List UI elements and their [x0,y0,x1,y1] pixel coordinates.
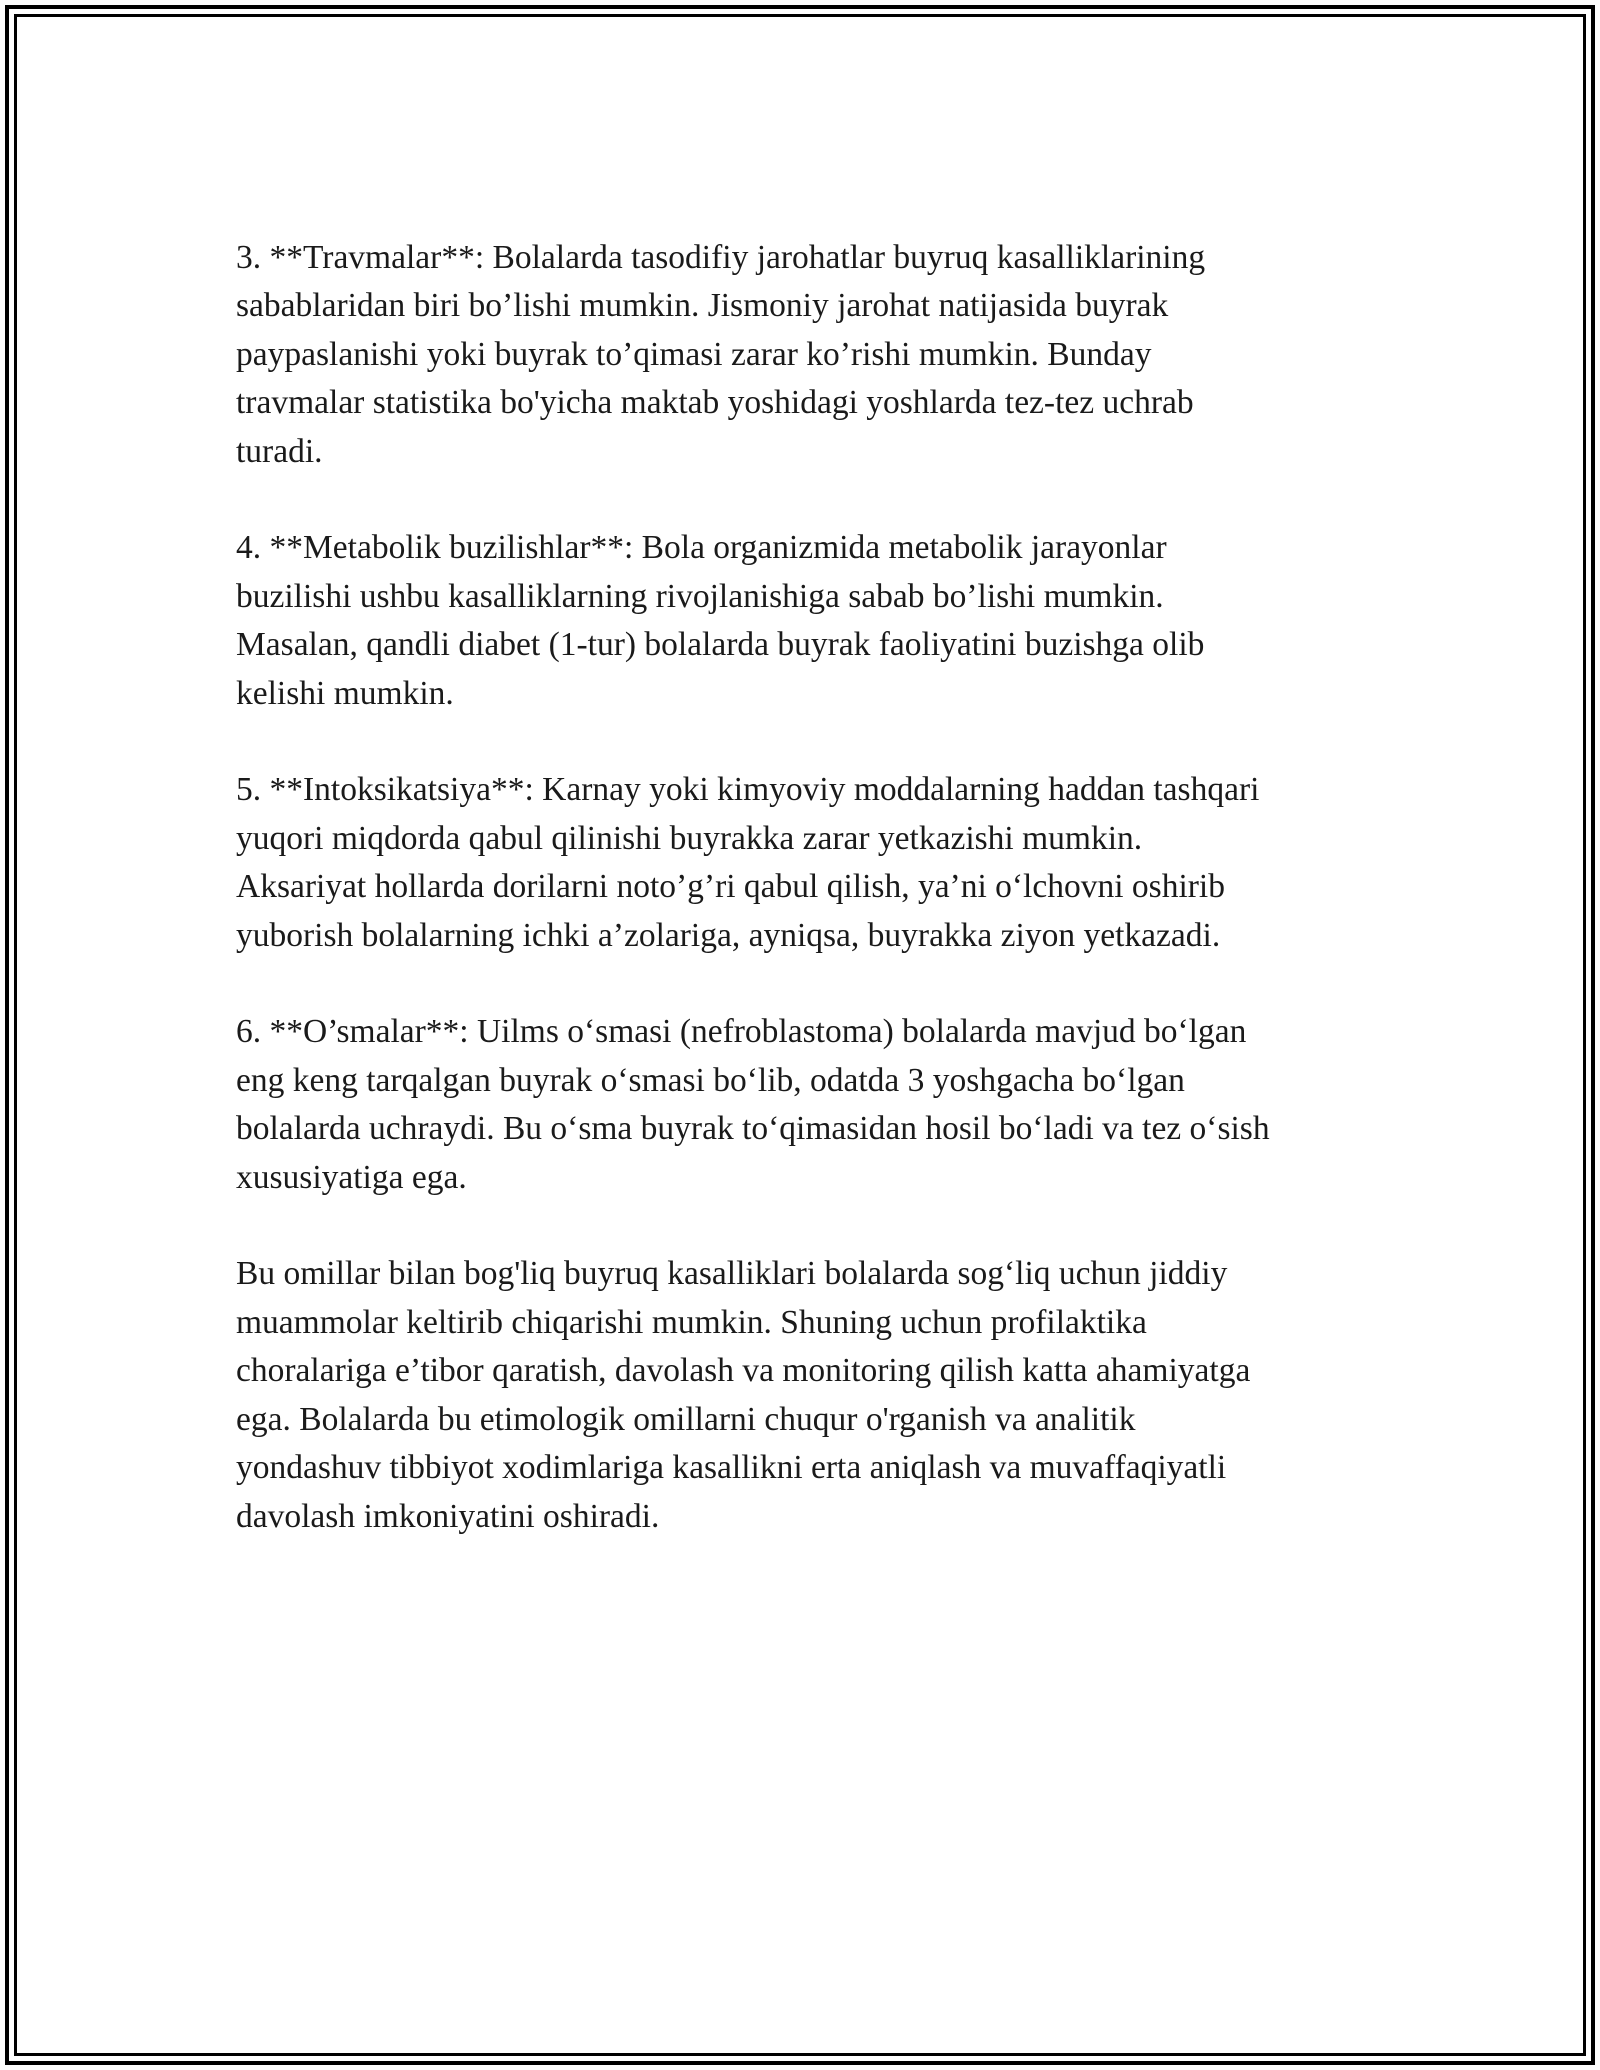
paragraph-conclusion: Bu omillar bilan bog'liq buyruq kasalliklari bolalarda sog‘liq uchun jiddiy muammolar keltirib chiqarishi mumkin. Shuning uchun profilaktika choralariga e’tibor qaratish, davolash va monitoring qilish katta ahamiyatga ega. Bolalarda bu etimologik omillarni chuqur o'rganish va analitik yondashuv tibbiyot xodimlariga kasallikni erta aniqlash va muvaffaqiyatli davolash imkoniyatini oshiradi. [236,1255,1251,1535]
paragraph-travmalar: 3. **Travmalar**: Bolalarda tasodifiy jarohatlar buyruq kasalliklarining sabablaridan biri bo’lishi mumkin. Jismoniy jarohat natijasida buyrak paypaslanishi yoki buyrak to’qimasi zarar ko’rishi mumkin. Bunday travmalar statistika bo'yicha maktab yoshidagi yoshlarda tez-tez uchrab turadi. [236,239,1206,470]
paragraph-metabolik-buzilishlar: 4. **Metabolik buzilishlar**: Bola organizmida metabolik jarayonlar buzilishi ushbu kasalliklarning rivojlanishiga sabab bo’lishi mumkin. Masalan, qandli diabet (1-tur) bolalarda buyrak faoliyatini buzishga olib kelishi mumkin. [236,529,1205,712]
document-body [236,234,1386,1541]
paragraph-osmalar: 6. **O’smalar**: Uilms o‘smasi (nefroblastoma) bolalarda mavjud bo‘lgan eng keng tarqalgan buyrak o‘smasi bo‘lib, odatda 3 yoshgacha bo‘lgan bolalarda uchraydi. Bu o‘sma buyrak to‘qimasidan hosil bo‘ladi va tez o‘sish xususiyatiga ega. [236,1013,1270,1196]
paragraph-intoksikatsiya: 5. **Intoksikatsiya**: Karnay yoki kimyoviy moddalarning haddan tashqari yuqori miqdorda qabul qilinishi buyrakka zarar yetkazishi mumkin. Aksariyat hollarda dorilarni noto’g’ri qabul qilish, ya’ni o‘lchovni oshirib yuborish bolalarning ichki a’zolariga, ayniqsa, buyrakka ziyon yetkazadi. [236,771,1260,954]
